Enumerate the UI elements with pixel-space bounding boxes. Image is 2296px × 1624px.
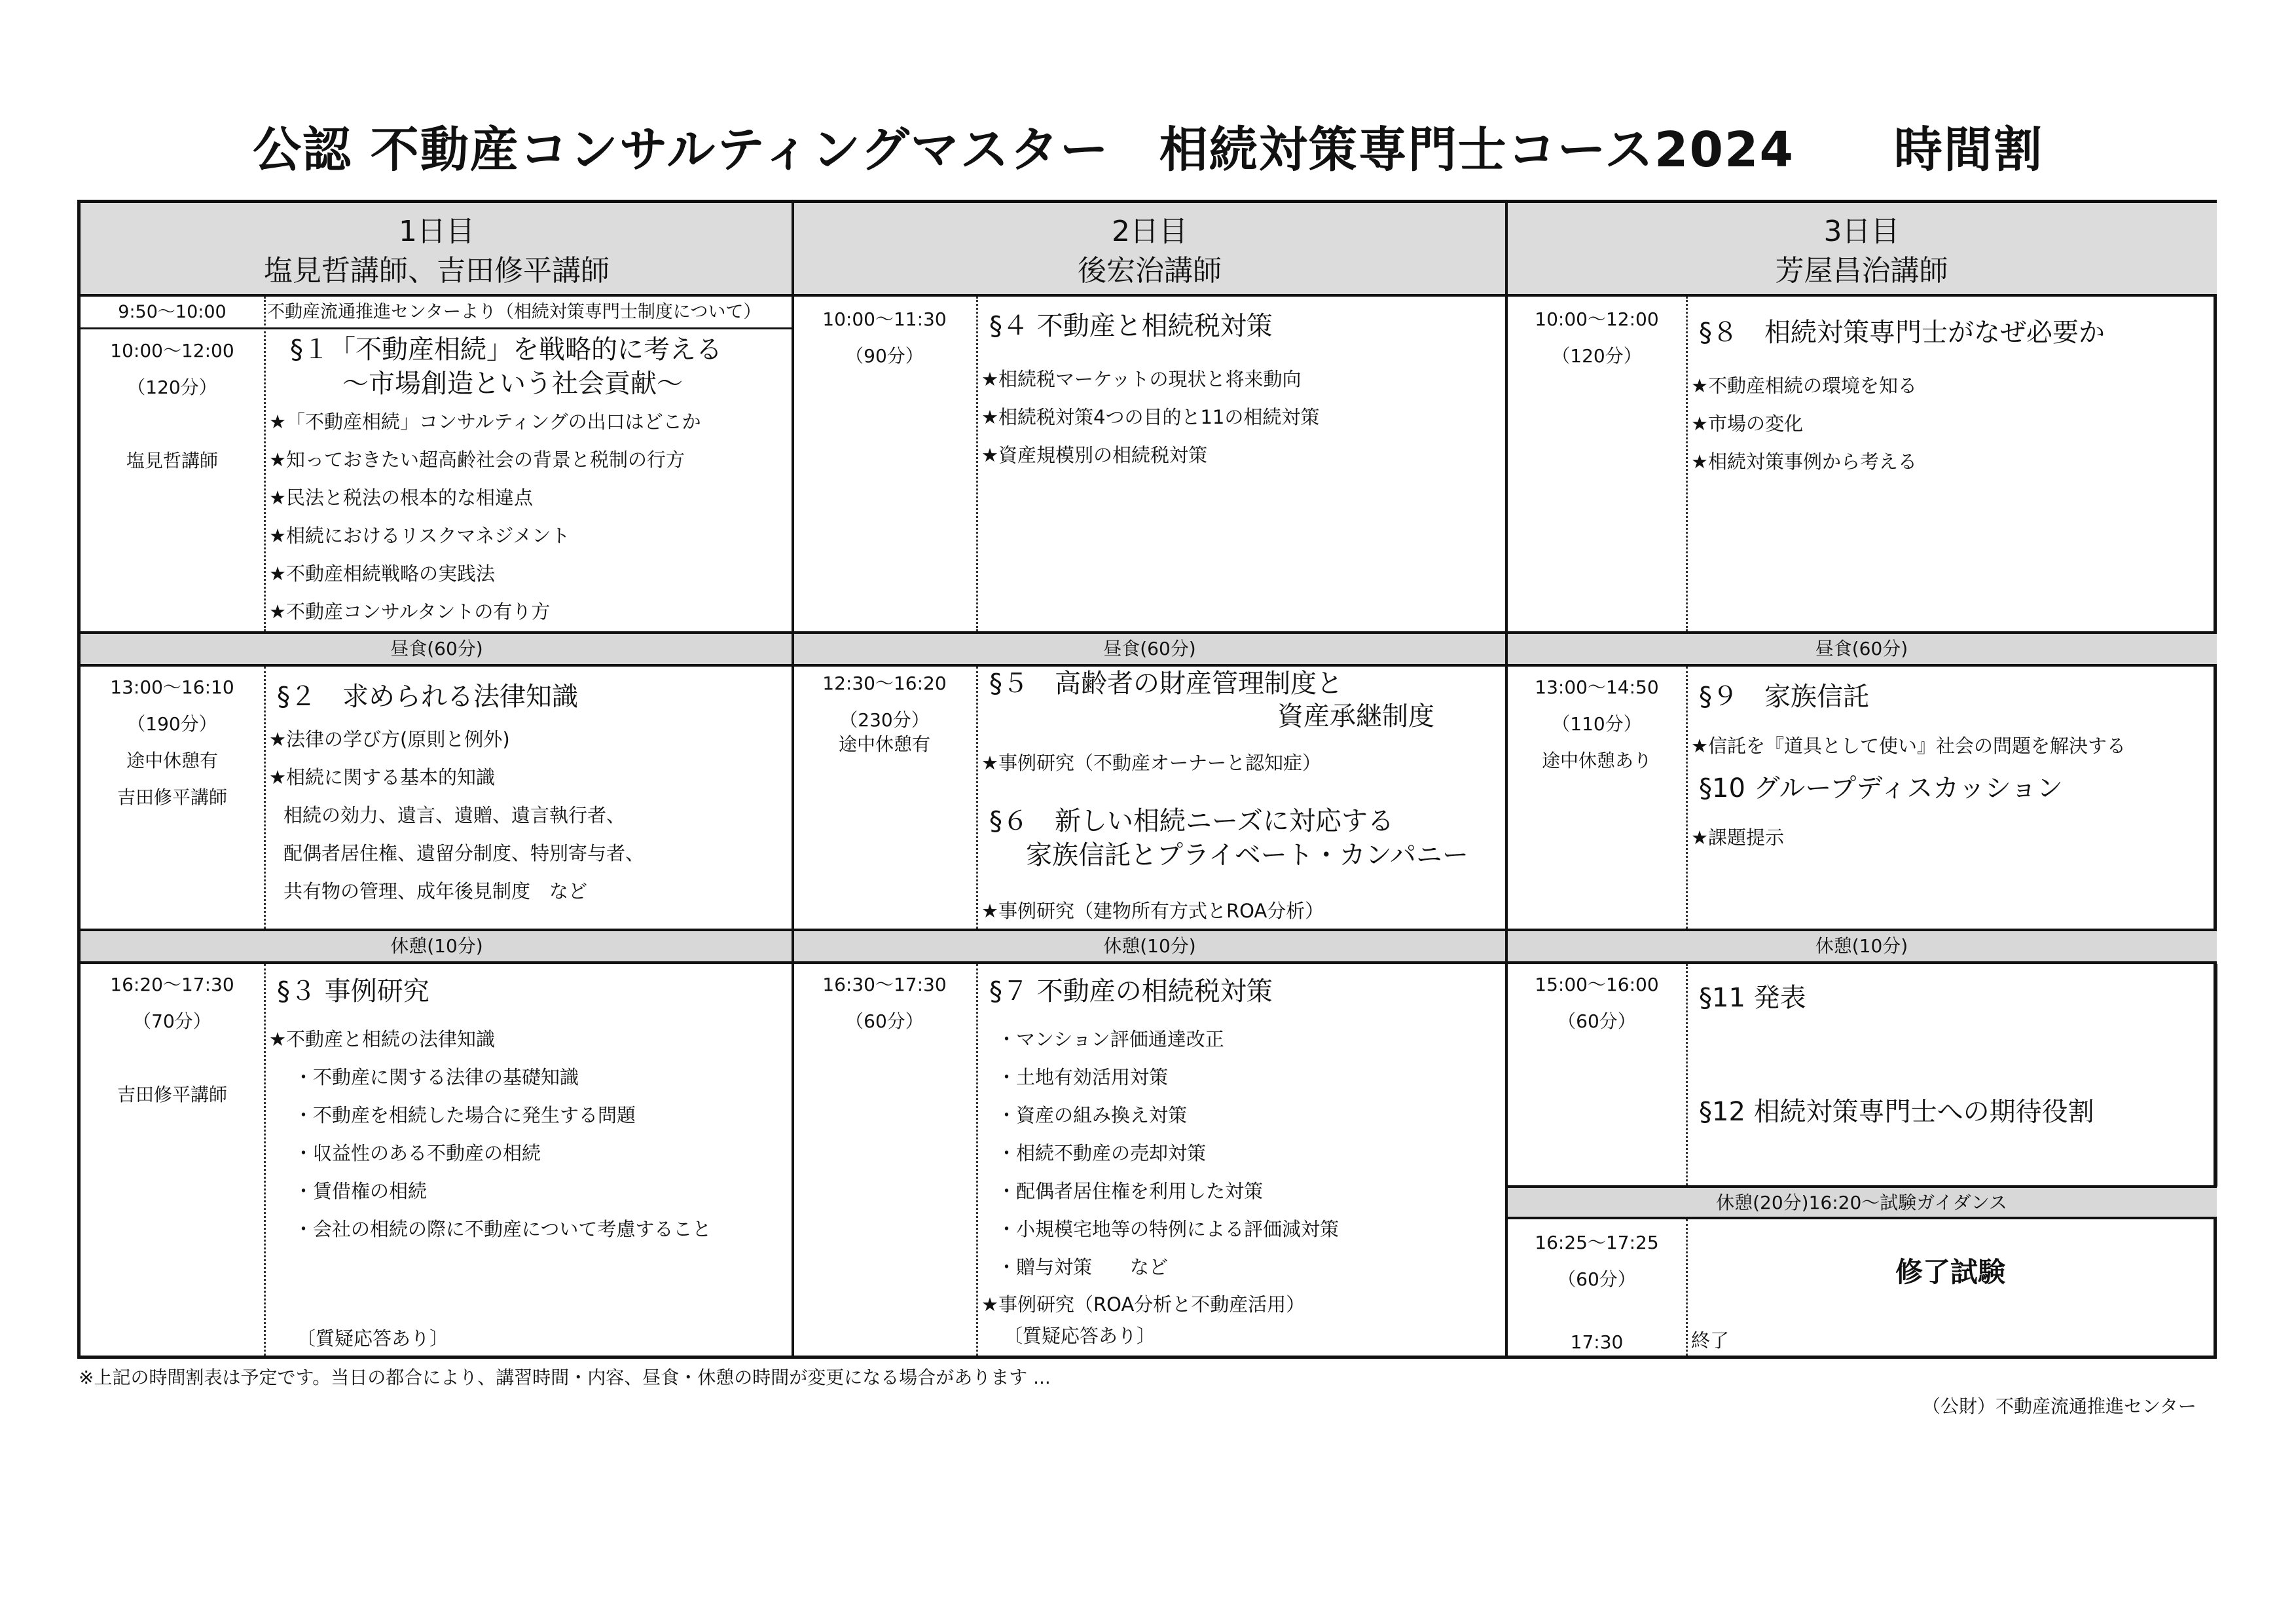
time-separator bbox=[976, 667, 978, 929]
d2-s7-qa: 〔質疑応答あり〕 bbox=[1004, 1325, 1156, 1347]
list-item: ★不動産コンサルタントの有り方 bbox=[269, 600, 551, 623]
d3-s9-time: 13:00～14:50 bbox=[1535, 676, 1659, 698]
day2-header bbox=[793, 203, 1506, 297]
d3-end-time: 17:30 bbox=[1570, 1331, 1624, 1353]
d3-s9-item: ★信託を『道具として使い』社会の問題を解決する bbox=[1691, 735, 2126, 757]
d1-s3-time: 16:20～17:30 bbox=[110, 974, 234, 995]
day2-lecturers: 後宏治講師 bbox=[1078, 254, 1222, 287]
d2-s7-duration: （60分） bbox=[845, 1010, 924, 1032]
guidance-band: 休憩(20分)16:20～試験ガイダンス bbox=[1506, 1185, 2217, 1219]
footnote: ※上記の時間割表は予定です。当日の都合により、講習時間・内容、昼食・休憩の時間が変更になる場合があります ... bbox=[79, 1367, 1051, 1388]
day1-label: 1日目 bbox=[399, 215, 475, 248]
list-item: ★相続におけるリスクマネジメント bbox=[269, 525, 570, 547]
d1-s3-items bbox=[269, 1020, 711, 1248]
time-separator bbox=[264, 964, 266, 1356]
d1-s1-lecturer: 塩見哲講師 bbox=[126, 450, 218, 471]
d3-s11-time-cell bbox=[1506, 967, 1687, 1040]
lunch-band-day2: 昼食(60分) bbox=[793, 631, 1506, 667]
d3-exam-duration: （60分） bbox=[1558, 1268, 1636, 1290]
d2-s7-time: 16:30～17:30 bbox=[822, 974, 947, 995]
d3-s10-item: ★課題提示 bbox=[1691, 826, 1784, 849]
d1-s1-time-cell bbox=[81, 333, 264, 479]
d3-s10-title: §10 グループディスカッション bbox=[1699, 773, 2064, 803]
publisher: （公財）不動産流通推進センター bbox=[1922, 1395, 2196, 1417]
d1-s3-lecturer: 吉田修平講師 bbox=[117, 1084, 227, 1105]
list-item: ★相続対策事例から考える bbox=[1691, 451, 1917, 473]
list-item: ★知っておきたい超高齢社会の背景と税制の行方 bbox=[269, 449, 685, 471]
list-item: ・マンション評価通達改正 bbox=[997, 1028, 1224, 1050]
day-separator bbox=[1505, 203, 1508, 1356]
d2-s5-time-cell bbox=[793, 669, 976, 754]
day1-lecturers: 塩見哲講師、吉田修平講師 bbox=[264, 254, 610, 287]
list-item: ・資産の組み換え対策 bbox=[997, 1104, 1188, 1126]
list-item: 配偶者居住権、遺留分制度、特別寄与者、 bbox=[283, 842, 645, 864]
d1-s1-title: §１「不動産相続」を戦略的に考える bbox=[290, 335, 722, 365]
d1-s3-time-cell bbox=[81, 967, 264, 1113]
d2-s5-title: §５ 高齢者の財産管理制度と bbox=[989, 669, 1343, 699]
d1-s2-items bbox=[269, 720, 644, 910]
d3-s9-duration: （110分） bbox=[1552, 713, 1642, 735]
list-item: ・収益性のある不動産の相続 bbox=[294, 1142, 541, 1164]
list-item: ★市場の変化 bbox=[1691, 413, 1803, 435]
time-separator bbox=[264, 297, 266, 631]
time-separator bbox=[976, 297, 978, 631]
d2-s7-items bbox=[997, 1020, 1339, 1286]
page-title: 公認 不動産コンサルティングマスター 相続対策専門士コース2024 時間割 bbox=[253, 122, 2043, 178]
list-item: ・不動産を相続した場合に発生する問題 bbox=[294, 1104, 636, 1126]
d2-s6-item: ★事例研究（建物所有方式とROA分析） bbox=[981, 900, 1324, 922]
list-item: ・会社の相続の際に不動産について考慮すること bbox=[294, 1218, 712, 1240]
list-item: ・不動産に関する法律の基礎知識 bbox=[294, 1066, 579, 1088]
day1-header bbox=[81, 203, 793, 297]
d3-s9-title: §９ 家族信託 bbox=[1699, 682, 1869, 712]
d3-exam-time: 16:25～17:25 bbox=[1535, 1232, 1659, 1253]
day3-label: 3日目 bbox=[1823, 215, 1900, 248]
d1-s0-text: 不動産流通推進センターより（相続対策専門士制度について） bbox=[267, 302, 761, 322]
d2-s4-time-cell bbox=[793, 301, 976, 375]
list-item: 共有物の管理、成年後見制度 など bbox=[283, 880, 588, 902]
timetable bbox=[77, 200, 2217, 1359]
cell-border bbox=[2215, 964, 2217, 1187]
rest-band-day1: 休憩(10分) bbox=[81, 929, 793, 964]
list-item: ・土地有効活用対策 bbox=[997, 1066, 1169, 1088]
list-item: ・配偶者居住権を利用した対策 bbox=[997, 1180, 1264, 1202]
list-item: ・賃借権の相続 bbox=[294, 1180, 428, 1202]
d3-end-label: 終了 bbox=[1691, 1329, 1730, 1352]
d3-s11-title: §11 発表 bbox=[1699, 983, 1806, 1013]
list-item: ★相続税マーケットの現状と将来動向 bbox=[981, 368, 1302, 390]
list-item: ・相続不動産の売却対策 bbox=[997, 1142, 1207, 1164]
d3-exam-title: 修了試験 bbox=[1895, 1256, 2005, 1288]
d3-s9-time-cell bbox=[1506, 669, 1687, 779]
d3-s11-time: 15:00～16:00 bbox=[1535, 974, 1659, 995]
d1-s3-title: §３ 事例研究 bbox=[277, 976, 429, 1006]
day3-header bbox=[1506, 203, 2217, 297]
lunch-band-day3: 昼食(60分) bbox=[1506, 631, 2217, 667]
d2-s5-break: 途中休憩有 bbox=[838, 733, 930, 755]
d1-s1-time: 10:00～12:00 bbox=[110, 340, 234, 361]
d1-s2-break: 途中休憩有 bbox=[126, 750, 218, 771]
d1-s3-qa: 〔質疑応答あり〕 bbox=[297, 1327, 449, 1350]
list-item: ★民法と税法の根本的な相違点 bbox=[269, 487, 533, 509]
d1-s2-time-cell bbox=[81, 669, 264, 816]
d3-s8-items bbox=[1691, 367, 1917, 481]
d1-s1-subtitle: ～市場創造という社会貢献～ bbox=[342, 369, 683, 399]
d3-s9-break: 途中休憩あり bbox=[1541, 750, 1652, 771]
time-separator bbox=[976, 964, 978, 1356]
d3-s12-title: §12 相続対策専門士への期待役割 bbox=[1699, 1097, 2094, 1127]
d2-s7-title: §７ 不動産の相続税対策 bbox=[989, 976, 1273, 1006]
rest-band-day2: 休憩(10分) bbox=[793, 929, 1506, 964]
d1-s3-duration: （70分） bbox=[133, 1010, 211, 1032]
d2-s7-case: ★事例研究（ROA分析と不動産活用） bbox=[981, 1293, 1305, 1316]
d2-s7-time-cell bbox=[793, 967, 976, 1040]
day-separator bbox=[792, 203, 794, 1356]
d3-s11-duration: （60分） bbox=[1558, 1010, 1636, 1032]
d3-s8-duration: （120分） bbox=[1552, 345, 1642, 367]
list-item: ・小規模宅地等の特例による評価減対策 bbox=[997, 1218, 1339, 1240]
list-item: ★相続税対策4つの目的と11の相続対策 bbox=[981, 406, 1320, 428]
d2-s5-item: ★事例研究（不動産オーナーと認知症） bbox=[981, 752, 1321, 774]
d1-s2-title: §２ 求められる法律知識 bbox=[277, 682, 578, 712]
d3-s8-time: 10:00～12:00 bbox=[1535, 308, 1659, 330]
time-separator bbox=[264, 667, 266, 929]
d3-exam-time-cell bbox=[1506, 1225, 1687, 1361]
list-item: ★資産規模別の相続税対策 bbox=[981, 444, 1207, 466]
list-item: ★相続に関する基本的知識 bbox=[269, 766, 495, 788]
d2-s4-items bbox=[981, 360, 1319, 474]
day2-label: 2日目 bbox=[1112, 215, 1188, 248]
d3-s8-time-cell bbox=[1506, 301, 1687, 375]
d2-s5-subtitle: 資産承継制度 bbox=[1277, 701, 1434, 731]
d1-s1-duration: （120分） bbox=[127, 377, 217, 398]
d3-s8-title: §８ 相続対策専門士がなぜ必要か bbox=[1699, 318, 2105, 348]
day3-lecturers: 芳屋昌治講師 bbox=[1775, 254, 1948, 287]
d1-s0-time: 9:50～10:00 bbox=[118, 302, 227, 322]
list-item: ★不動産相続戦略の実践法 bbox=[269, 563, 495, 585]
list-item: ★不動産と相続の法律知識 bbox=[269, 1028, 495, 1050]
row-border bbox=[81, 327, 792, 329]
list-item: ・贈与対策 など bbox=[997, 1256, 1169, 1278]
d1-s2-lecturer: 吉田修平講師 bbox=[117, 786, 227, 808]
d2-s6-subtitle: 家族信託とプライベート・カンパニー bbox=[1026, 840, 1468, 870]
list-item: ★不動産相続の環境を知る bbox=[1691, 375, 1917, 397]
d1-s2-time: 13:00～16:10 bbox=[110, 676, 234, 698]
d2-s6-title: §６ 新しい相続ニーズに対応する bbox=[989, 806, 1394, 836]
list-item: 相続の効力、遺言、遺贈、遺言執行者、 bbox=[283, 804, 626, 826]
d2-s5-time: 12:30～16:20 bbox=[822, 673, 947, 694]
rest-band-day3: 休憩(10分) bbox=[1506, 929, 2217, 964]
d2-s4-time: 10:00～11:30 bbox=[822, 308, 947, 330]
list-item: ★法律の学び方(原則と例外) bbox=[269, 728, 510, 750]
list-item: ★「不動産相続」コンサルティングの出口はどこか bbox=[269, 411, 701, 433]
d1-s2-duration: （190分） bbox=[127, 713, 217, 735]
d2-s4-duration: （90分） bbox=[845, 345, 924, 367]
d2-s4-title: §４ 不動産と相続税対策 bbox=[989, 311, 1273, 341]
d2-s5-duration: （230分） bbox=[839, 709, 930, 731]
d1-s1-items bbox=[269, 403, 701, 631]
lunch-band-day1: 昼食(60分) bbox=[81, 631, 793, 667]
